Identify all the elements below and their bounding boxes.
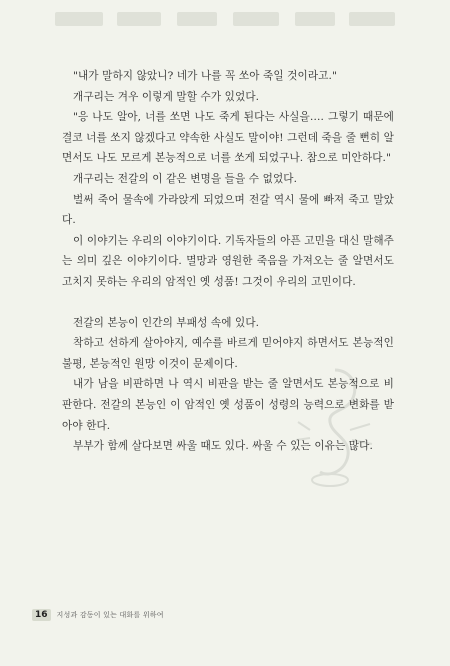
header-decoration <box>55 8 395 30</box>
running-title: 지성과 감동이 있는 대화를 위하여 <box>56 611 164 619</box>
paragraph-4: 개구리는 전갈의 이 같은 변명을 들을 수 없었다. <box>73 172 298 185</box>
paragraph-9: 내가 남을 비판하면 나 역시 비판을 받는 줄 알면서도 본능적으로 비판한다. 전갈의 본능인 이 암적인 옛 성품이 성령의 능력으로 변화를 받아야 한다. <box>62 378 394 432</box>
paragraph-1: "내가 말하지 않았니? 네가 나를 꼭 쏘아 죽일 것이라고." <box>73 70 337 82</box>
paragraph-2: 개구리는 겨우 이렇게 말할 수가 있었다. <box>73 90 260 103</box>
paragraph-3: "응 나도 알아, 너를 쏘면 나도 죽게 된다는 사실을…. 그렇기 때문에 결코 너를 쏘지 않겠다고 약속한 사실도 말이야! 그런데 죽을 줄 뻔히 알면서도 나도 모르게 본능적으로 너를 쏘게 되었구나. 참으로 미안하다." <box>62 111 394 165</box>
section-break <box>62 293 394 313</box>
paragraph-8: 착하고 선하게 살아야지, 예수를 바르게 믿어야지 하면서도 본능적인 불평, 본능적인 원망 이것이 문제이다. <box>62 337 394 370</box>
paragraph-10: 부부가 함께 살다보면 싸울 때도 있다. 싸울 수 있는 이유는 많다. <box>73 440 373 453</box>
page-number: 16 <box>32 609 51 621</box>
paragraph-7: 전갈의 본능이 인간의 부패성 속에 있다. <box>73 316 260 329</box>
page-footer <box>32 609 164 621</box>
paragraph-5: 벌써 죽어 물속에 가라앉게 되었으며 전갈 역시 물에 빠져 죽고 말았다. <box>62 193 394 227</box>
body-text <box>62 66 394 457</box>
paragraph-6: 이 이야기는 우리의 이야기이다. 기독자들의 아픈 고민을 대신 말해주는 의미 깊은 이야기이다. 멸망과 영원한 죽음을 가져오는 줄 알면서도 고치지 못하는 우리의 암적인 옛 성품! 그것이 우리의 고민이다. <box>62 234 394 288</box>
